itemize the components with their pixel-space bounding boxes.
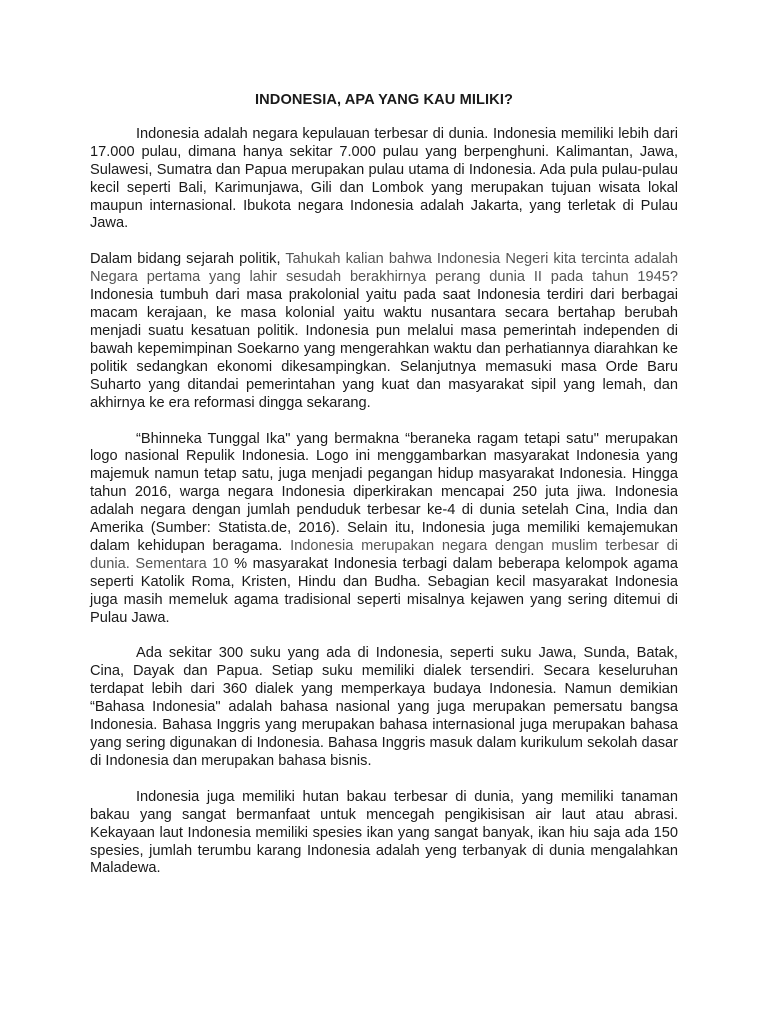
document-page [90, 92, 678, 896]
politics-body: Indonesia tumbuh dari masa prakolonial yaitu pada saat Indonesia terdiri dari berbagai macam kerajaan, ke masa kolonial yaitu waktu nusantara secara bertahap berubah menjadi suatu kesatuan politik. Indonesia pun melalui masa pemerintah independen di bawah kepemimpinan Soekarno yang mengerahkan waktu dan perhatiannya diarahkan ke politik sedangkan ekonomi dikesampingkan. Selanjutnya memasuki masa Orde Baru Suharto yang ditandai pemerintahan yang kuat dan masyarakat sipil yang lemah, dan akhirnya ke era reformasi dingga sekarang. [90, 287, 678, 411]
paragraph-nature: Indonesia juga memiliki hutan bakau terbesar di dunia, yang memiliki tanaman bakau yang sangat bermanfaat untuk mencegah pengikisisan air laut atau abrasi. Kekayaan laut Indonesia memiliki spesies ikan yang sangat banyak, ikan hiu saja ada 150 spesies, jumlah terumbu karang Indonesia adalah yeng terbanyak di dunia mengalahkan Maladewa. [90, 788, 678, 877]
society-highlight: Indonesia merupakan negara dengan muslim terbesar di dunia. Sementara 10 [90, 537, 678, 572]
paragraph-politics [90, 251, 678, 412]
document-title: INDONESIA, APA YANG KAU MILIKI? [255, 92, 513, 108]
politics-highlight: Tahukah kalian bahwa Indonesia Negeri kita tercinta adalah Negara pertama yang lahir sesudah berakhirnya perang dunia II pada tahun 1945? [90, 251, 678, 286]
paragraph-geography: Indonesia adalah negara kepulauan terbesar di dunia. Indonesia memiliki lebih dari 17.000 pulau, dimana hanya sekitar 7.000 pulau yang berpenghuni. Kalimantan, Jawa, Sulawesi, Sumatra dan Papua merupakan pulau utama di Indonesia. Ada pula pulau-pulau kecil seperti Bali, Karimunjawa, Gili dan Lombok yang merupakan tujuan wisata lokal maupun internasional. Ibukota negara Indonesia adalah Jakarta, yang terletak di Pulau Jawa. [90, 125, 678, 232]
paragraph-society [90, 431, 678, 628]
society-intro: “Bhinneka Tunggal Ika" yang bermakna “beraneka ragam tetapi satu" merupakan logo nasional Repulik Indonesia. Logo ini menggambarkan masyarakat Indonesia yang majemuk namun tetap satu, juga menjadi pegangan hidup masyarakat Indonesia. Hingga tahun 2016, warga negara Indonesia diperkirakan mencapai 250 juta jiwa. Indonesia adalah negara dengan jumlah penduduk terbesar ke-4 di dunia setelah Cina, India dan Amerika (Sumber: Statista.de, 2016). Selain itu, Indonesia juga memiliki kemajemukan dalam kehidupan beragama. [90, 430, 678, 554]
politics-intro: Dalam bidang sejarah politik, [90, 251, 286, 268]
society-body: % masyarakat Indonesia terbagi dalam beberapa kelompok agama seperti Katolik Roma, Kristen, Hindu dan Budha. Sebagian kecil masyarakat Indonesia juga masih memeluk agama tradisional seperti misalnya kejawen yang sering ditemui di Pulau Jawa. [90, 555, 678, 626]
paragraph-ethnicity: Ada sekitar 300 suku yang ada di Indonesia, seperti suku Jawa, Sunda, Batak, Cina, Dayak dan Papua. Setiap suku memiliki dialek tersendiri. Secara keseluruhan terdapat lebih dari 360 dialek yang memperkaya budaya Indonesia. Namun demikian “Bahasa Indonesia" adalah bahasa nasional yang juga merupakan pemersatu bangsa Indonesia. Bahasa Inggris yang merupakan bahasa internasional juga merupakan bahasa yang sering digunakan di Indonesia. Bahasa Inggris masuk dalam kurikulum sekolah dasar di Indonesia dan merupakan bahasa bisnis. [90, 645, 678, 769]
